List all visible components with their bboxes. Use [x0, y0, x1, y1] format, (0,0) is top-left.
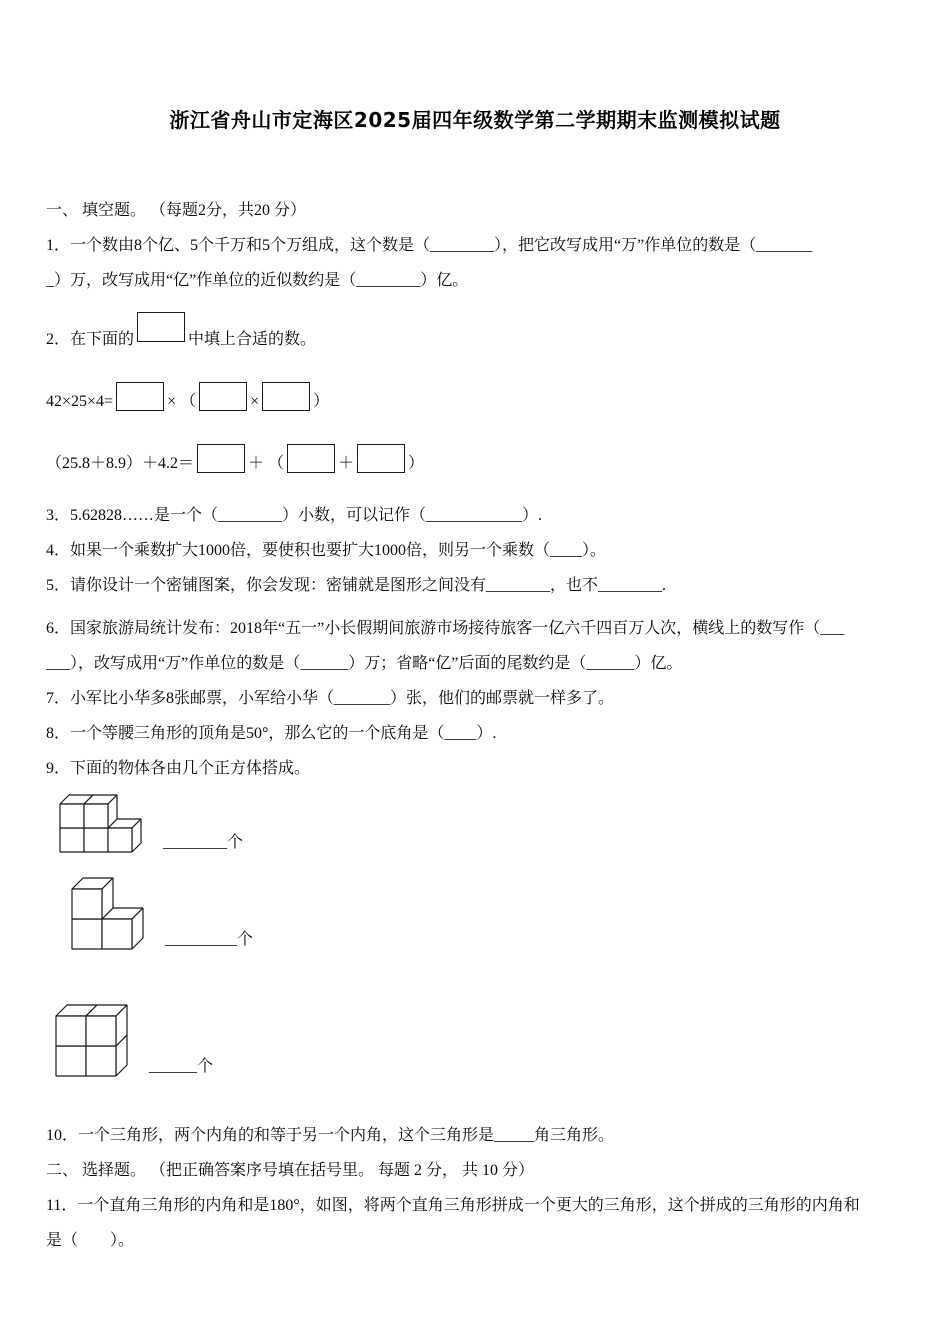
answer-box — [116, 382, 164, 411]
eq2-close-paren: ） — [408, 455, 425, 472]
eq1-close-paren: ） — [313, 393, 330, 410]
question-4: 4．如果一个乘数扩大1000倍，要使积也要扩大1000倍，则另一个乘数（____）。 — [46, 542, 607, 559]
question-11-line1: 11．一个直角三角形的内角和是180°，如图，将两个直角三角形拼成一个更大的三角形，这个拼成的三角形的内角和 — [46, 1197, 860, 1214]
cube-figure-1 — [54, 789, 147, 858]
section1-header: 一、 填空题。 （每题2分，共20 分） — [46, 202, 307, 219]
eq1-prefix: 42×25×4= — [46, 393, 114, 410]
question-11-line2: 是（ ）。 — [46, 1232, 135, 1249]
cube-figure-2 — [66, 872, 149, 955]
page-title: 浙江省舟山市定海区2025届四年级数学第二学期期末监测模拟试题 — [169, 108, 781, 132]
question-1-line1: 1．一个数由8个亿、5个千万和5个万组成，这个数是（________），把它改写成用“万”作单位的数是（_______ — [46, 237, 813, 254]
cube-figure-3-label: ______个 — [149, 1058, 214, 1075]
question-1-line2: _）万，改写成用“亿”作单位的近似数约是（________）亿。 — [46, 272, 469, 289]
question-2-intro — [46, 312, 904, 352]
question-2-equation-2 — [46, 444, 904, 476]
cube-figure-2-label: _________个 — [165, 931, 254, 948]
cube-figure-row-3 — [50, 999, 904, 1082]
cube-figure-row-1 — [54, 789, 904, 858]
cube-figure-1-label: ________个 — [163, 834, 244, 851]
question-2-equation-1 — [46, 382, 904, 414]
eq1-operator-1: × （ — [167, 393, 197, 410]
eq2-prefix: （25.8＋8.9）＋4.2＝ — [46, 455, 195, 472]
answer-box — [262, 382, 310, 411]
question-8: 8．一个等腰三角形的顶角是50°，那么它的一个底角是（____）. — [46, 725, 497, 742]
question-6-line1: 6．国家旅游局统计发布：2018年“五一”小长假期间旅游市场接待旅客一亿六千四百万人次，横线上的数写作（___ — [46, 620, 845, 637]
answer-box — [357, 444, 405, 473]
question-2-intro-after: 中填上合适的数。 — [188, 331, 317, 348]
cube-figure-3 — [50, 999, 133, 1082]
cube-figure-row-2 — [66, 872, 904, 955]
eq1-operator-2: × — [250, 393, 260, 410]
question-6-line2: ___），改写成用“万”作单位的数是（______）万；省略“亿”后面的尾数约是（______）亿。 — [46, 655, 683, 672]
answer-box — [197, 444, 245, 473]
question-5: 5．请你设计一个密铺图案，你会发现：密铺就是图形之间没有________，也不________. — [46, 577, 667, 594]
question-3: 3．5.62828……是一个（________）小数，可以记作（____________）. — [46, 507, 543, 524]
answer-box — [287, 444, 335, 473]
question-2-intro-before: 2．在下面的 — [46, 331, 135, 348]
answer-box — [199, 382, 247, 411]
answer-box — [137, 312, 185, 342]
question-7: 7．小军比小华多8张邮票，小军给小华（_______）张，他们的邮票就一样多了。 — [46, 690, 615, 707]
section2-header: 二、 选择题。 （把正确答案序号填在括号里。 每题 2 分， 共 10 分） — [46, 1162, 535, 1179]
eq2-operator-2: ＋ — [338, 455, 355, 472]
question-10: 10．一个三角形，两个内角的和等于另一个内角，这个三角形是_____角三角形。 — [46, 1127, 615, 1144]
question-9: 9．下面的物体各由几个正方体搭成。 — [46, 760, 311, 777]
eq2-operator-1: ＋ （ — [248, 455, 285, 472]
